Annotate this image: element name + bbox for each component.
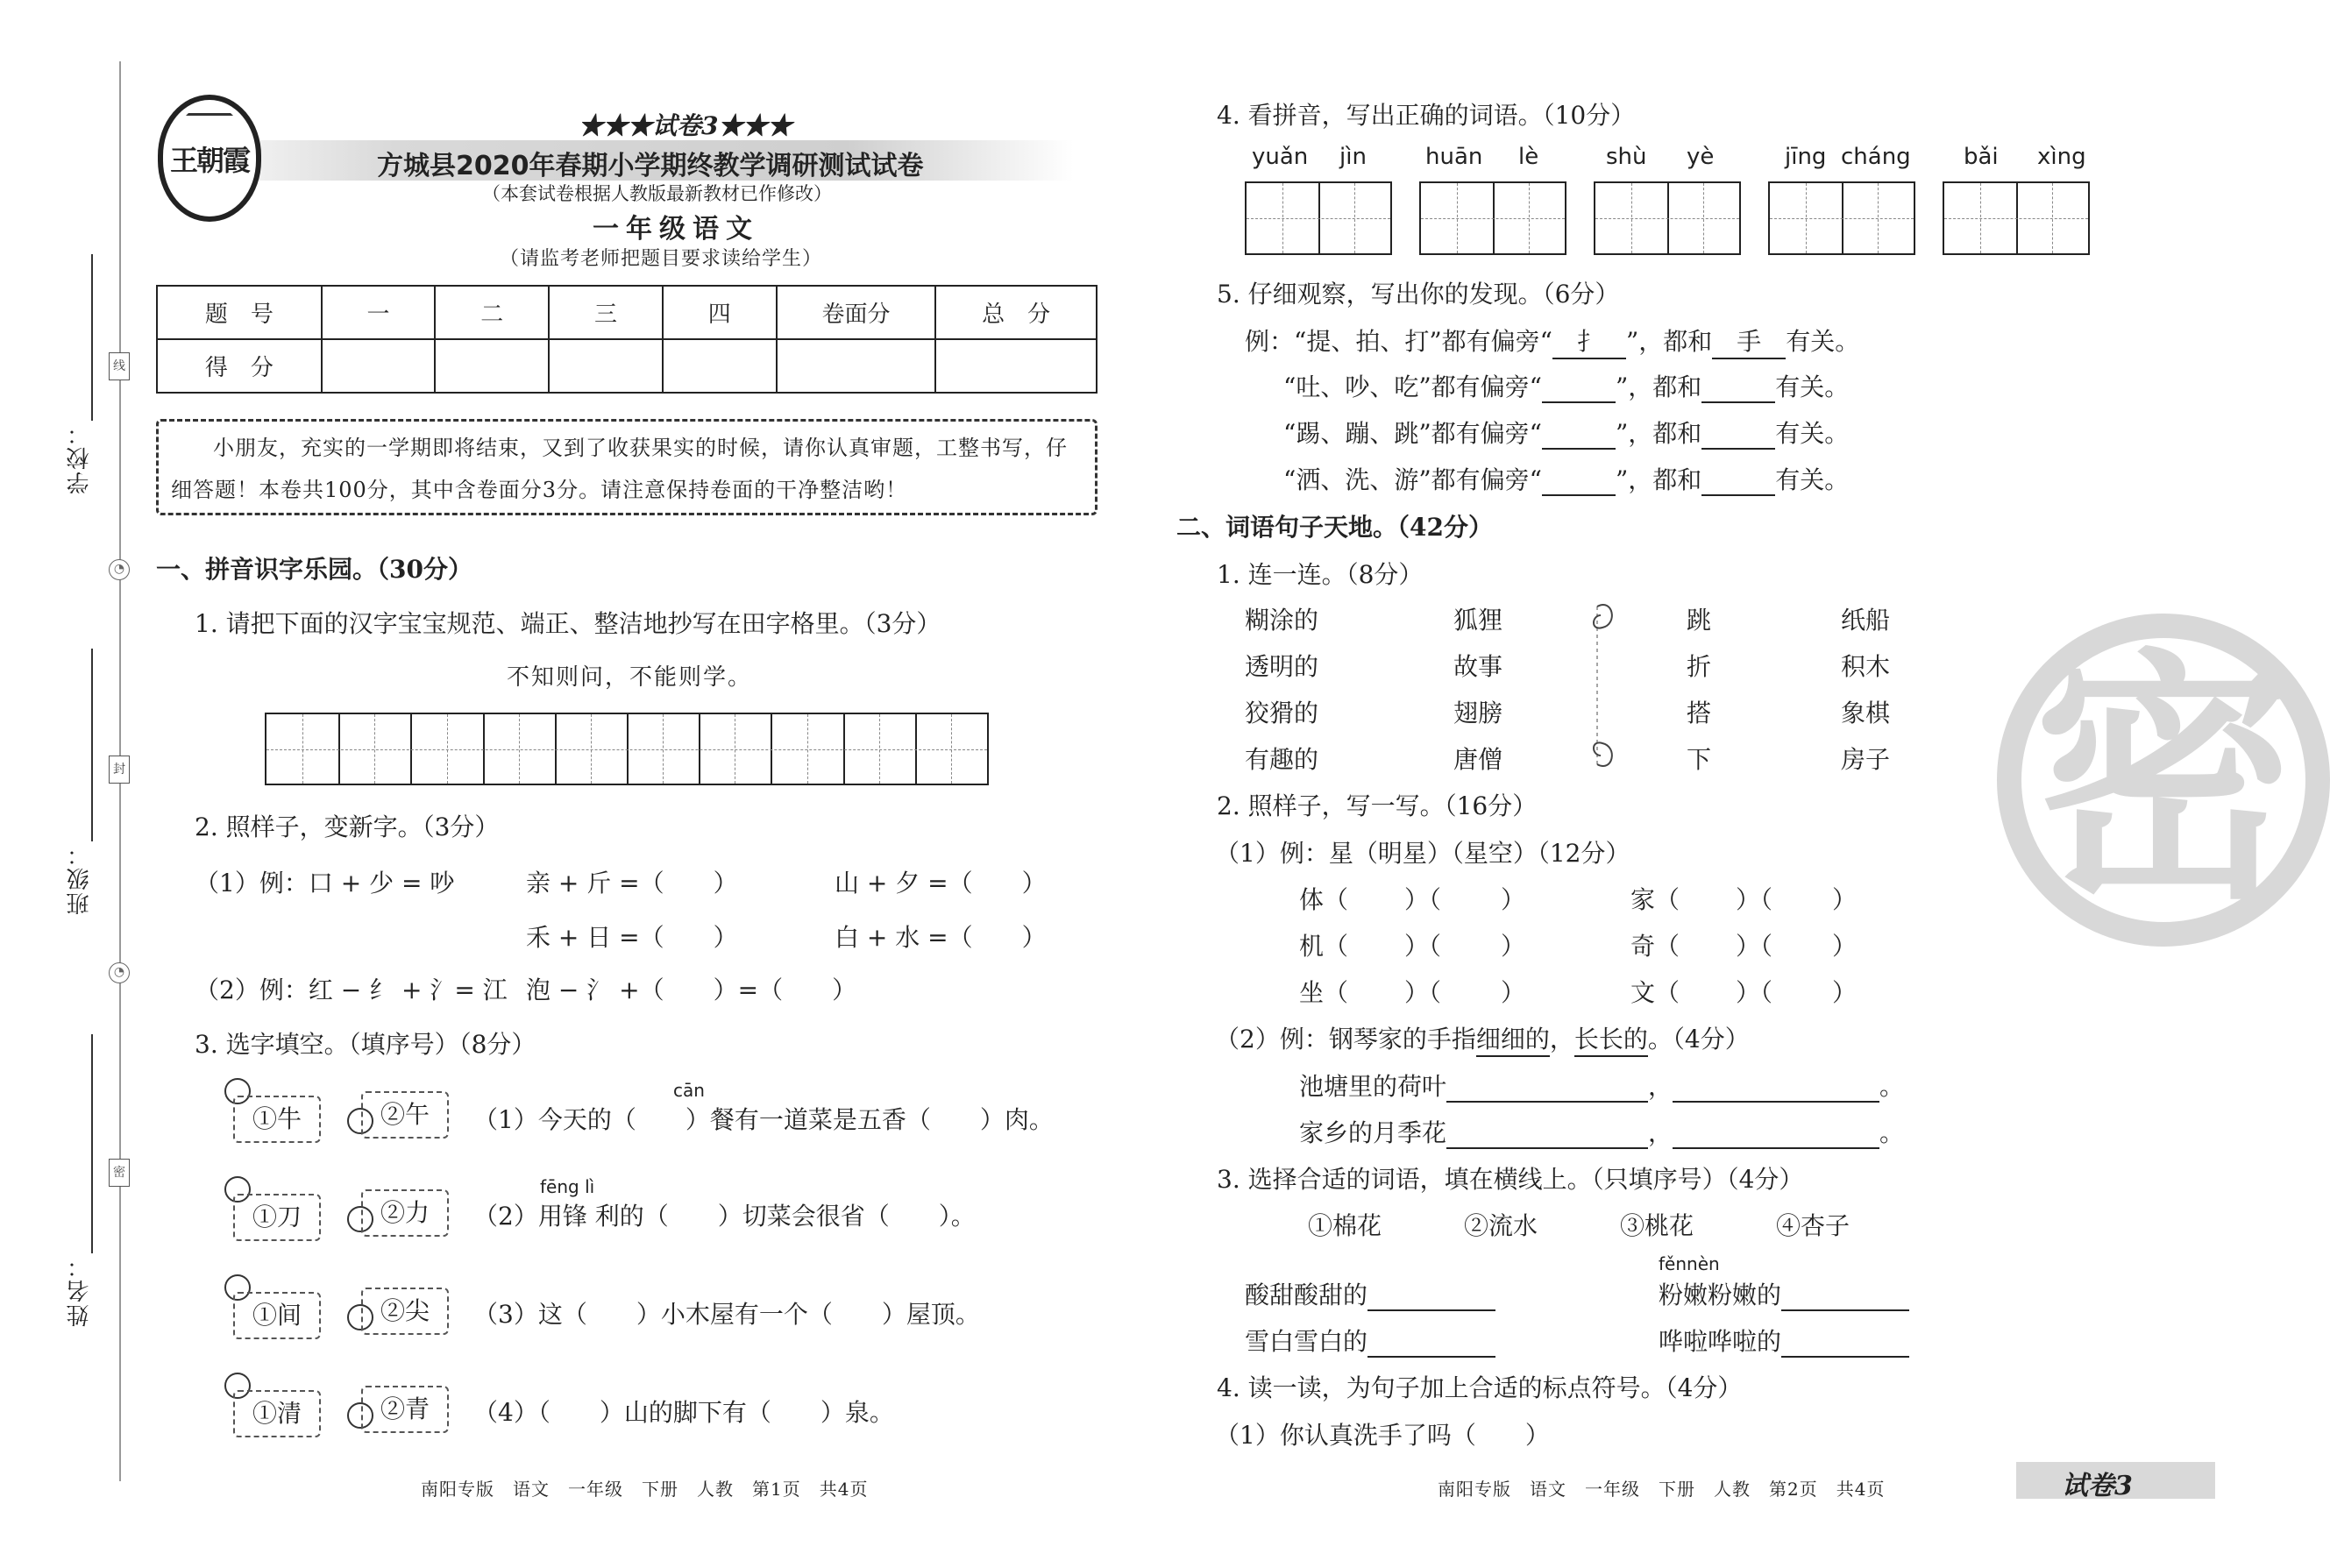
exam-title: 方城县2020年春期小学期终教学调研测试试卷 [377, 151, 924, 181]
pinyin: lè [1518, 144, 1539, 170]
ex2-underline-1: 细细的 [1476, 1020, 1550, 1057]
word-char: 家（ [1630, 885, 1680, 914]
word-item[interactable] [1299, 881, 1525, 916]
tianzige-grid[interactable] [265, 713, 989, 785]
s2-q2-example-2 [1215, 1020, 1750, 1057]
school-label: 学校： [67, 421, 93, 494]
fill-comma: ， [1648, 1072, 1673, 1101]
q1-sentence: 不知则问，不能则学。 [507, 664, 753, 691]
proctor-note: （请监考老师把题目要求读给学生） [500, 248, 823, 270]
q3-sentence-1[interactable]: （1）今天的（ ）餐有一道菜是五香（ ）肉。 [473, 1105, 1054, 1134]
s2-q2-example-1: （1）例：星（明星）（星空）（12分） [1215, 839, 1630, 868]
punch-hole-icon: ◔ [109, 559, 130, 580]
q5-line-mid: ”，都和 [1615, 372, 1702, 401]
fill-line-label: 池塘里的荷叶 [1299, 1072, 1447, 1101]
word-paren: ）（ [1736, 978, 1773, 1007]
word-close: ） [1501, 885, 1526, 914]
q5-example-radical: 扌 [1552, 323, 1626, 359]
footer-left: 南阳专版 语文 一年级 下册 人教 第1页 共4页 [421, 1479, 869, 1500]
word-char: 体（ [1299, 885, 1349, 914]
pinyin: bǎi [1964, 144, 1999, 170]
word-close: ） [1501, 932, 1526, 961]
school-blank[interactable] [91, 254, 93, 421]
option-box: ①清 [233, 1390, 321, 1437]
s2-q3-item[interactable] [1659, 1276, 1909, 1311]
grid-guide [1595, 218, 1739, 219]
q5-example-suffix: 有关。 [1786, 327, 1860, 356]
match-col3-item[interactable]: 搭 [1687, 699, 1712, 727]
s2-q2-title: 2. 照样子，写一写。（16分） [1217, 791, 1538, 820]
section-1-title: 一、拼音识字乐园。（30分） [156, 555, 472, 584]
q5-line-1[interactable] [1283, 368, 1849, 403]
tianzige-pair[interactable] [1768, 181, 1915, 255]
seal-char-line: 线 [109, 352, 130, 380]
word-paren: ）（ [1736, 885, 1773, 914]
word-close: ） [1832, 885, 1858, 914]
grid-guide [266, 749, 987, 750]
paper-badge: ★★★试卷3★★★ [579, 111, 792, 140]
punch-hole-icon: ◔ [109, 962, 130, 983]
exam-subtitle: （本套试卷根据人教版最新教材已作修改） [482, 183, 832, 204]
ex2-comma: ， [1549, 1025, 1574, 1054]
option-box: ②青 [361, 1386, 449, 1433]
fill-comma: ， [1648, 1118, 1673, 1147]
option-box: ②午 [361, 1091, 449, 1139]
word-item[interactable] [1630, 974, 1857, 1009]
s2-q1-title: 1. 连一连。（8分） [1217, 560, 1424, 589]
q5-line-end: 有关。 [1775, 419, 1850, 448]
crown-icon [186, 98, 233, 116]
q5-line-3[interactable] [1283, 461, 1849, 496]
s2-q3-item-label: 酸甜酸甜的 [1245, 1281, 1368, 1309]
s2-q4-title: 4. 读一读，为句子加上合适的标点符号。（4分） [1217, 1373, 1743, 1402]
score-header: 二 [435, 286, 549, 339]
q2-item-a[interactable]: 亲 + 斤 =（ ） [526, 869, 738, 898]
grid-guide [1421, 218, 1565, 219]
s2-q3-option: ②流水 [1464, 1211, 1538, 1240]
grid-guide [1247, 218, 1390, 219]
score-cell[interactable] [435, 339, 549, 393]
word-paren: ）（ [1404, 978, 1442, 1007]
match-col3-item[interactable]: 下 [1687, 745, 1712, 774]
score-table [156, 285, 1098, 394]
q2-title: 2. 照样子，变新字。（3分） [195, 812, 500, 841]
match-col3-item[interactable]: 跳 [1687, 606, 1712, 635]
match-col1-item[interactable]: 有趣的 [1245, 745, 1319, 774]
score-cell[interactable] [322, 339, 436, 393]
s2-q3-item[interactable] [1659, 1323, 1909, 1358]
q5-example [1245, 323, 1859, 359]
match-col4-item[interactable]: 积木 [1841, 652, 1891, 681]
q5-example-meaning: 手 [1712, 323, 1786, 359]
word-item[interactable] [1299, 927, 1525, 962]
r-q5-title: 5. 仔细观察，写出你的发现。（6分） [1217, 280, 1620, 309]
word-char: 机（ [1299, 932, 1349, 961]
seal-char-secret: 密 [109, 1159, 130, 1187]
score-header: 四 [663, 286, 777, 339]
match-col2-item[interactable]: 唐僧 [1453, 745, 1503, 774]
match-col1-item[interactable]: 狡猾的 [1245, 699, 1319, 727]
pinyin-annotation: cān [673, 1080, 705, 1101]
word-char: 文（ [1630, 978, 1680, 1007]
vine-divider-icon [1587, 589, 1639, 782]
s2-q3-title: 3. 选择合适的词语，填在横线上。（只填序号）（4分） [1217, 1165, 1804, 1194]
s2-q3-item-label: 粉嫩粉嫩的 [1659, 1281, 1782, 1309]
pinyin: yuǎn [1252, 144, 1309, 170]
word-paren: ）（ [1404, 885, 1442, 914]
s2-q3-item[interactable] [1245, 1276, 1495, 1311]
footer-right: 南阳专版 语文 一年级 下册 人教 第2页 共4页 [1438, 1479, 1886, 1500]
q3-sentence-2[interactable]: （2）用锋 利的（ ）切菜会很省（ ）。 [473, 1202, 976, 1231]
word-close: ） [1832, 932, 1858, 961]
s2-q3-item-label: 哗啦哗啦的 [1659, 1327, 1782, 1356]
pinyin: cháng [1841, 144, 1911, 170]
s2-q3-item-label: 雪白雪白的 [1245, 1327, 1368, 1356]
tianzige-pair[interactable] [1943, 181, 2090, 255]
match-col2-item[interactable]: 翅膀 [1453, 699, 1503, 727]
option-box: ②力 [361, 1189, 449, 1237]
pinyin: xìng [2037, 144, 2086, 170]
word-item[interactable] [1630, 881, 1857, 916]
option-box: ①刀 [233, 1194, 321, 1241]
grid-guide [1770, 218, 1914, 219]
q2-item-e[interactable]: 泡 − 氵 +（ ）=（ ） [526, 976, 857, 1004]
section-2-title: 二、词语句子天地。（42分） [1176, 513, 1493, 542]
score-cell[interactable] [663, 339, 777, 393]
notice-line: 小朋友，充实的一学期即将结束，又到了收获果实的时候，请你认真审题，工整书写，仔 [213, 436, 1068, 460]
score-header: 题 号 [157, 286, 322, 339]
q5-line-mid: ”，都和 [1615, 465, 1702, 494]
s2-q4-line-1[interactable]: （1）你认真洗手了吗（ ） [1215, 1421, 1550, 1450]
q5-line-end: 有关。 [1775, 465, 1850, 494]
option-box: ②尖 [361, 1288, 449, 1335]
grid-guide [1944, 218, 2088, 219]
q5-example-middle: ”，都和 [1625, 327, 1713, 356]
ex2-suffix: 。（4分） [1647, 1025, 1750, 1054]
q5-line-text: “踢、蹦、跳”都有偏旁“ [1283, 419, 1542, 448]
q2-example-2: （2）例：红 − 纟 + 氵= 江 [195, 976, 508, 1004]
pinyin: yè [1687, 144, 1715, 170]
q2-item-b[interactable]: 山 + 夕 =（ ） [835, 869, 1047, 898]
word-paren: ）（ [1404, 932, 1442, 961]
name-blank[interactable] [91, 1034, 93, 1253]
match-col1-item[interactable]: 糊涂的 [1245, 606, 1319, 635]
name-label: 姓名： [67, 1253, 93, 1327]
match-col2-item[interactable]: 狐狸 [1453, 606, 1503, 635]
class-blank[interactable] [91, 649, 93, 841]
word-close: ） [1832, 978, 1858, 1007]
match-col4-item[interactable]: 房子 [1841, 745, 1891, 774]
q5-line-text: “吐、吵、吃”都有偏旁“ [1283, 372, 1542, 401]
q5-line-2[interactable] [1283, 415, 1849, 450]
q2-item-c[interactable]: 禾 + 日 =（ ） [526, 923, 738, 952]
word-item[interactable] [1630, 927, 1857, 962]
seal-watermark-char: 密 [2034, 628, 2297, 934]
q5-line-text: “洒、洗、游”都有偏旁“ [1283, 465, 1542, 494]
q5-line-mid: ”，都和 [1615, 419, 1702, 448]
s2-q3-option: ③桃花 [1620, 1211, 1694, 1240]
seal-char-seal: 封 [109, 756, 130, 784]
pinyin: jīng [1785, 144, 1827, 170]
ex2-prefix: （2）例：钢琴家的手指 [1215, 1025, 1476, 1054]
fill-line-b[interactable] [1299, 1114, 1904, 1149]
match-col2-item[interactable]: 故事 [1453, 652, 1503, 681]
score-cell[interactable] [777, 339, 936, 393]
fill-line-a[interactable] [1299, 1068, 1904, 1103]
pinyin: shù [1606, 144, 1647, 170]
fill-line-label: 家乡的月季花 [1299, 1118, 1447, 1147]
q2-item-d[interactable]: 白 + 水 =（ ） [835, 923, 1047, 952]
word-close: ） [1501, 978, 1526, 1007]
q3-sentence-3[interactable]: （3）这（ ）小木屋有一个（ ）屋顶。 [473, 1300, 980, 1329]
s2-q3-option: ④杏子 [1776, 1211, 1851, 1240]
tianzige-pair[interactable] [1594, 181, 1741, 255]
match-col1-item[interactable]: 透明的 [1245, 652, 1319, 681]
q3-title: 3. 选字填空。（填序号）（8分） [195, 1030, 536, 1059]
score-cell[interactable] [549, 339, 663, 393]
word-char: 坐（ [1299, 978, 1349, 1007]
s2-q3-option: ①棉花 [1308, 1211, 1382, 1240]
word-paren: ）（ [1736, 932, 1773, 961]
q2-example-1: （1）例：口 + 少 = 吵 [195, 869, 455, 898]
match-col4-item[interactable]: 象棋 [1841, 699, 1891, 727]
q1-title: 1. 请把下面的汉字宝宝规范、端正、整洁地抄写在田字格里。（3分） [195, 609, 941, 638]
pinyin-annotation: fēng lì [540, 1176, 595, 1197]
notice-box [156, 419, 1098, 515]
s2-q3-item[interactable] [1245, 1323, 1495, 1358]
match-col3-item[interactable]: 折 [1687, 652, 1712, 681]
footer-badge: 试卷3 [2062, 1471, 2133, 1501]
q5-line-end: 有关。 [1775, 372, 1850, 401]
fill-period: 。 [1879, 1072, 1905, 1101]
tianzige-pair[interactable] [1245, 181, 1392, 255]
tianzige-pair[interactable] [1419, 181, 1566, 255]
notice-line: 细答题！本卷共100分，其中含卷面分3分。请注意保持卷面的干净整洁哟！ [171, 478, 908, 502]
word-item[interactable] [1299, 974, 1525, 1009]
word-char: 奇（ [1630, 932, 1680, 961]
score-header: 总 分 [935, 286, 1097, 339]
subject-title: 一年级语文 [593, 214, 759, 245]
q5-example-prefix: 例：“提、拍、打”都有偏旁“ [1245, 327, 1552, 356]
pinyin: huān [1425, 144, 1483, 170]
pinyin-annotation: fěnnèn [1659, 1253, 1720, 1274]
r-q4-title: 4. 看拼音，写出正确的词语。（10分） [1217, 101, 1636, 130]
score-header: 三 [549, 286, 663, 339]
q3-sentence-4[interactable]: （4）（ ）山的脚下有（ ）泉。 [473, 1398, 894, 1427]
option-box: ①间 [233, 1292, 321, 1339]
score-header: 一 [322, 286, 436, 339]
score-row-label: 得 分 [157, 339, 322, 393]
option-box: ①牛 [233, 1096, 321, 1143]
ex2-underline-2: 长长的 [1574, 1020, 1648, 1057]
fill-period: 。 [1879, 1118, 1905, 1147]
class-label: 班级： [67, 841, 93, 915]
match-col4-item[interactable]: 纸船 [1841, 606, 1891, 635]
logo-text: 王朝霞 [169, 144, 249, 177]
score-header: 卷面分 [777, 286, 936, 339]
score-cell[interactable] [935, 339, 1097, 393]
pinyin: jìn [1339, 144, 1367, 170]
